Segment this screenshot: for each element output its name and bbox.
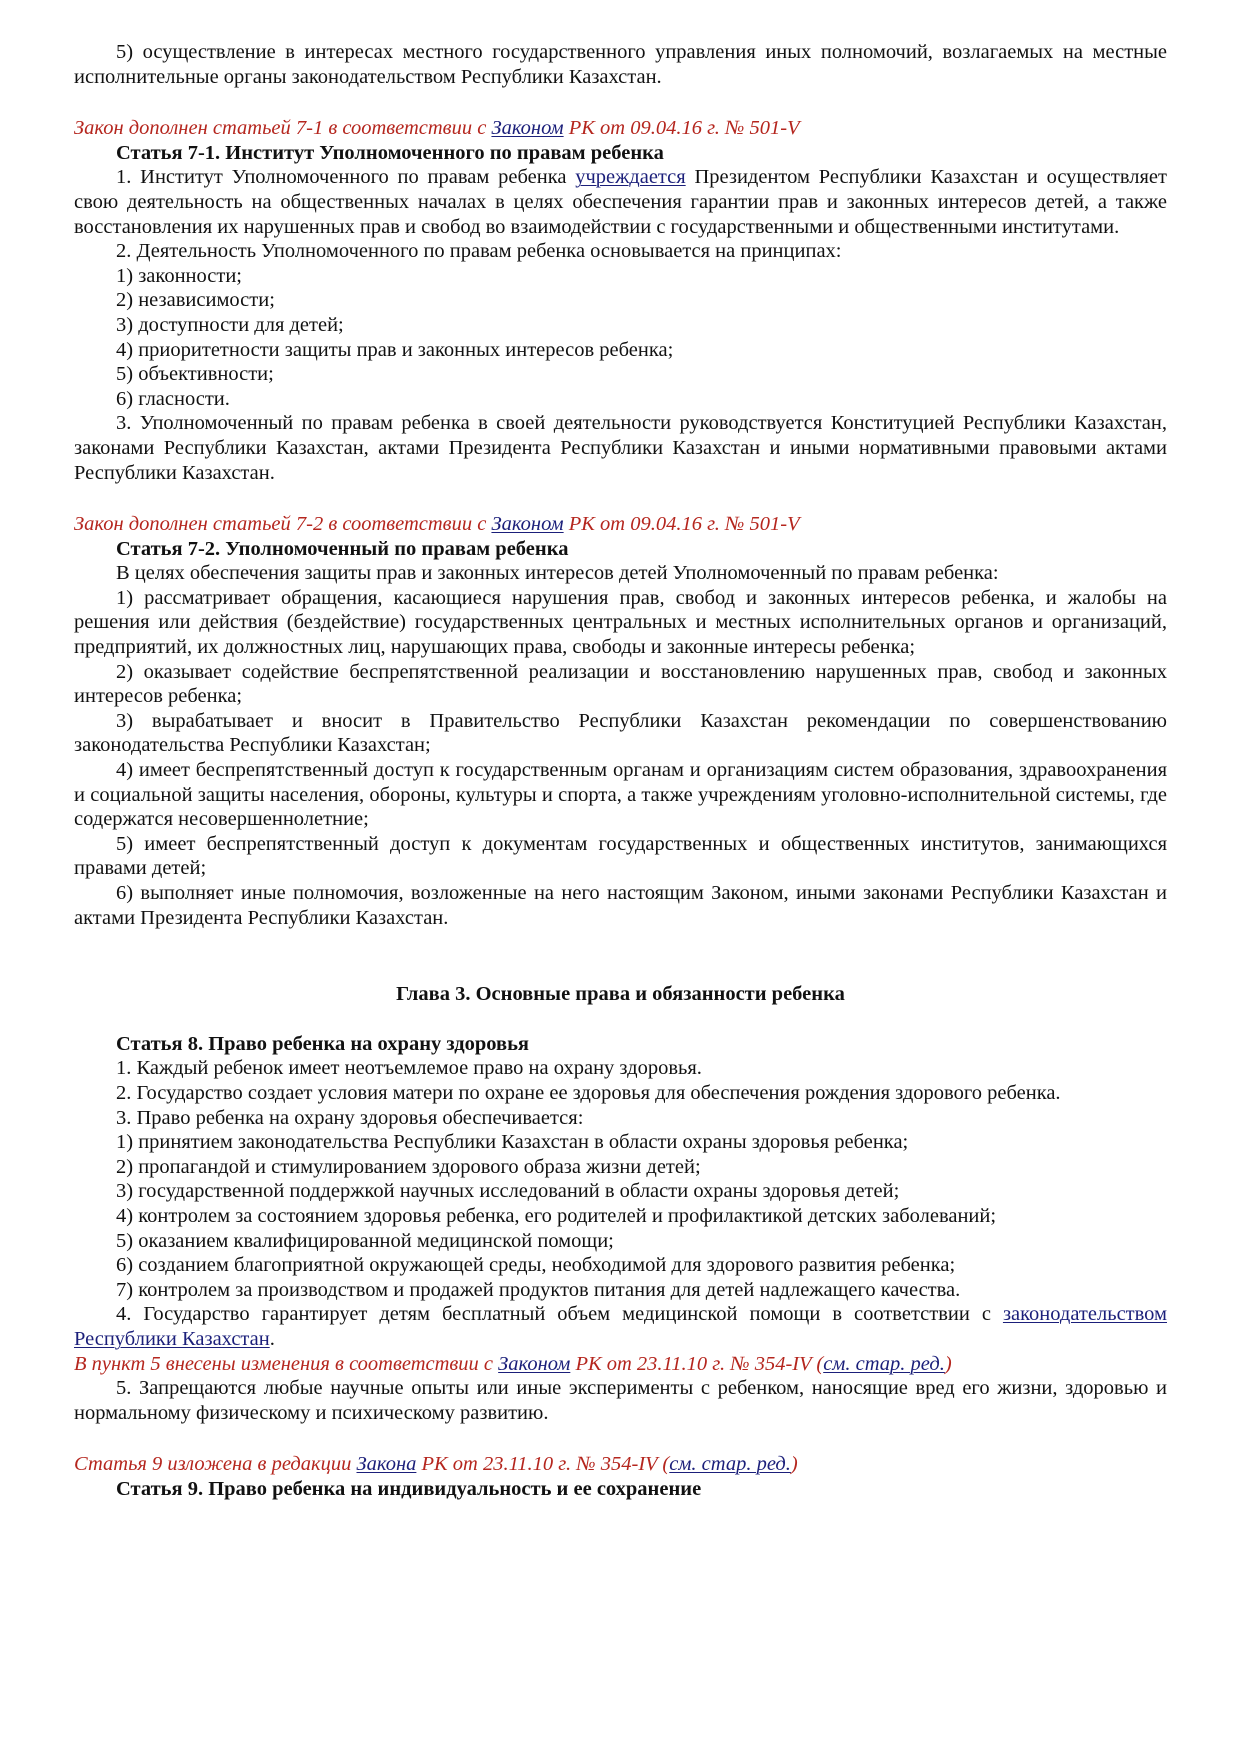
principle-item: 6) гласности.: [116, 387, 230, 410]
health-item: 6) созданием благоприятной окружающей среды, необходимой для здорового развития ребенка;: [116, 1254, 956, 1277]
law-link[interactable]: Законом: [491, 513, 564, 536]
note-text: В пункт 5 внесены изменения в соответствии с: [74, 1352, 499, 1375]
article-8-title: Статья 8. Право ребенка на охрану здоровья: [116, 1032, 530, 1055]
note-text: ): [790, 1453, 798, 1476]
law-link[interactable]: Законом: [498, 1352, 571, 1375]
health-item: 4) контролем за состоянием здоровья ребенка, его родителей и профилактикой детских заболеваний;: [116, 1204, 997, 1227]
power-item: 2) оказывает содействие беспрепятственной реализации и восстановлению нарушенных прав, свобод и законных интересов ребенка;: [74, 660, 1167, 708]
article-7-1-paragraph-2: 2. Деятельность Уполномоченного по правам ребенка основывается на принципах:: [116, 240, 842, 263]
principle-item: 5) объективности;: [116, 363, 274, 386]
health-item: 1) принятием законодательства Республики Казахстан в области охраны здоровья ребенка;: [116, 1131, 909, 1154]
chapter-3-title: Глава 3. Основные права и обязанности ребенка: [396, 983, 845, 1006]
old-edition-link[interactable]: см. стар. ред.: [823, 1352, 945, 1375]
article-8-paragraph-3: 3. Право ребенка на охрану здоровья обеспечивается:: [116, 1106, 584, 1129]
principle-item: 3) доступности для детей;: [116, 313, 344, 336]
spacer: [74, 930, 1167, 982]
article-9-title: Статья 9. Право ребенка на индивидуальность и ее сохранение: [116, 1477, 702, 1500]
paragraph-text: .: [269, 1327, 275, 1350]
establishes-link[interactable]: учреждается: [575, 166, 686, 189]
paragraph-text: Президентом Республики Казахстан и осуществляет свою деятельность на общественных началах в целях обеспечения гарантии прав и законных интересов детей, а также восстановления их нарушенных прав и свобод во взаимодействии с государственными и общественными институтами.: [74, 166, 1167, 238]
principle-item: 1) законности;: [116, 264, 242, 287]
amendment-note-art9: [74, 1452, 1167, 1477]
paragraph-item-5: 5) осуществление в интересах местного государственного управления иных полномочий, возлагаемых на местные исполнительные органы законодательством Республики Казахстан.: [74, 41, 1167, 88]
note-text: Закон дополнен статьей 7-1 в соответствии с: [74, 117, 492, 140]
power-item: 3) вырабатывает и вносит в Правительство Республики Казахстан рекомендации по совершенствованию законодательства Республики Казахстан;: [74, 709, 1167, 757]
health-item: 3) государственной поддержкой научных исследований в области охраны здоровья детей;: [116, 1180, 900, 1203]
article-8-paragraph-2: 2. Государство создает условия матери по охране ее здоровья для обеспечения рождения здорового ребенка.: [116, 1081, 1061, 1104]
power-item: 6) выполняет иные полномочия, возложенные на него настоящим Законом, иными законами Республики Казахстан и актами Президента Республики Казахстан.: [74, 882, 1167, 929]
power-item: 5) имеет беспрепятственный доступ к документам государственных и общественных институтов, занимающихся правами детей;: [74, 832, 1167, 880]
amendment-note-art7-2: [74, 512, 1167, 537]
article-7-1-title: Статья 7-1. Институт Уполномоченного по правам ребенка: [116, 141, 664, 164]
paragraph-text: 1. Институт Уполномоченного по правам ребенка: [116, 166, 576, 189]
article-7-1-paragraph-1: [74, 165, 1167, 239]
note-text: РК от 23.11.10 г. № 354-IV (: [570, 1352, 824, 1375]
principle-item: 4) приоритетности защиты прав и законных интересов ребенка;: [116, 338, 674, 361]
power-item: 4) имеет беспрепятственный доступ к государственным органам и организациям систем образования, здравоохранения и социальной защиты населения, обороны, культуры и спорта, а также учреждениям уголовно-исполнительной системы, где содержатся несовершеннолетние;: [74, 759, 1167, 831]
legislation-link[interactable]: законодательством Республики Казахстан: [74, 1303, 1167, 1350]
law-link[interactable]: Законом: [491, 117, 564, 140]
article-7-1-paragraph-3: 3. Уполномоченный по правам ребенка в своей деятельности руководствуется Конституцией Республики Казахстан, законами Республики Казахстан, актами Президента Республики Казахстан и иными нормативными правовыми актами Республики Казахстан.: [74, 412, 1167, 484]
document-page: [74, 40, 1167, 1501]
principle-item: 2) независимости;: [116, 289, 275, 312]
spacer: [74, 1007, 1167, 1032]
power-item: 1) рассматривает обращения, касающиеся нарушения прав, свобод и законных интересов ребенка, и жалобы на решения или действия (бездействие) государственных центральных и местных исполнительных органов и организаций, предприятий, их должностных лиц, нарушающих права, свободы и законные интересы ребенка;: [74, 586, 1167, 659]
note-text: Статья 9 изложена в редакции: [74, 1453, 357, 1476]
spacer: [74, 485, 1167, 512]
law-link[interactable]: Закона: [356, 1453, 417, 1476]
article-7-2-intro: В целях обеспечения защиты прав и законных интересов детей Уполномоченный по правам ребенка:: [116, 562, 999, 585]
old-edition-link[interactable]: см. стар. ред.: [669, 1453, 791, 1476]
article-8-paragraph-1: 1. Каждый ребенок имеет неотъемлемое право на охрану здоровья.: [116, 1057, 702, 1080]
article-8-paragraph-5: 5. Запрещаются любые научные опыты или иные эксперименты с ребенком, наносящие вред его жизни, здоровью и нормальному физическому и психическому развитию.: [74, 1377, 1167, 1424]
spacer: [74, 89, 1167, 116]
amendment-note-art7-1: [74, 116, 1167, 141]
spacer: [74, 1425, 1167, 1452]
note-text: ): [944, 1352, 952, 1375]
article-8-paragraph-4: [74, 1302, 1167, 1351]
note-text: Закон дополнен статьей 7-2 в соответствии с: [74, 513, 492, 536]
health-item: 7) контролем за производством и продажей продуктов питания для детей надлежащего качества.: [116, 1278, 961, 1301]
note-text: РК от 09.04.16 г. № 501-V: [563, 117, 800, 140]
note-text: РК от 09.04.16 г. № 501-V: [563, 513, 800, 536]
health-item: 2) пропагандой и стимулированием здорового образа жизни детей;: [116, 1155, 701, 1178]
note-text: РК от 23.11.10 г. № 354-IV (: [416, 1453, 670, 1476]
article-7-2-title: Статья 7-2. Уполномоченный по правам ребенка: [116, 537, 569, 560]
health-item: 5) оказанием квалифицированной медицинской помощи;: [116, 1229, 614, 1252]
paragraph-text: 4. Государство гарантирует детям бесплатный объем медицинской помощи в соответствии с: [116, 1303, 1003, 1326]
amendment-note-item-5: [74, 1352, 1167, 1377]
